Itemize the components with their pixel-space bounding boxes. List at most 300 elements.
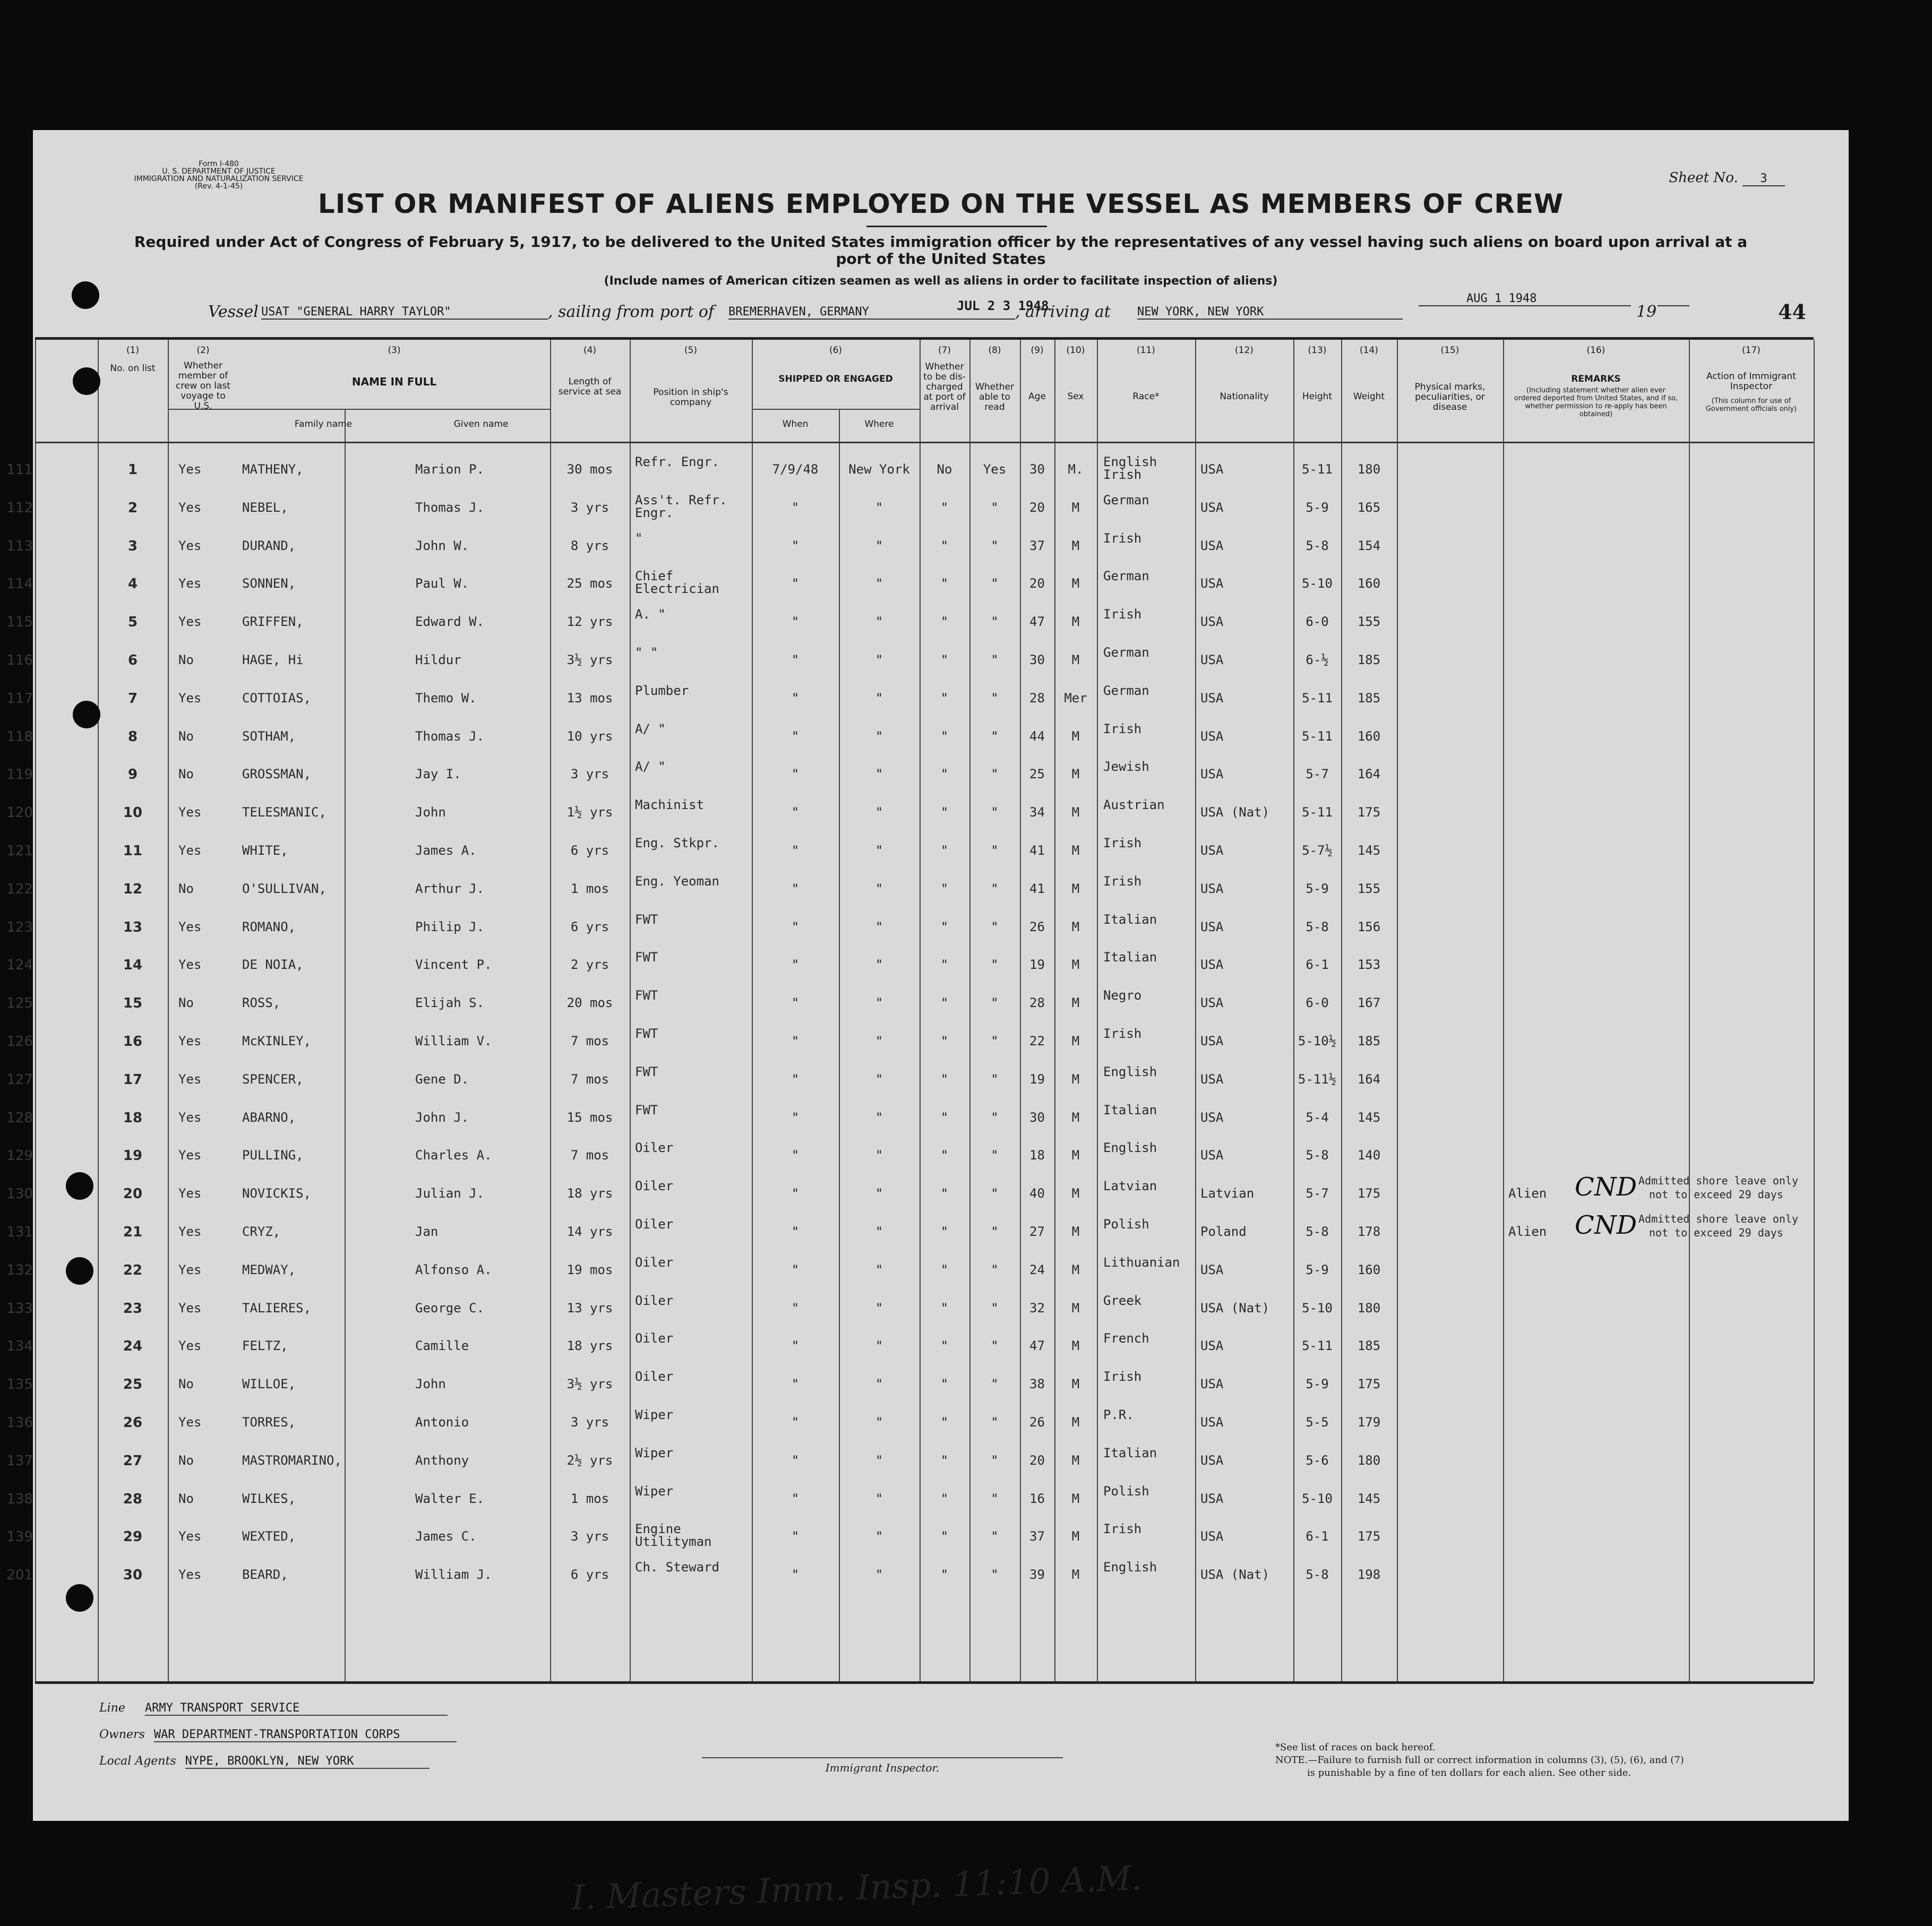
cell-read: Yes xyxy=(983,462,1007,477)
cell-given-name: Alfonso A. xyxy=(415,1262,492,1277)
cell-when: " xyxy=(791,1452,800,1468)
cell-race: Polish xyxy=(1103,1483,1149,1499)
cell-given-name: Gene D. xyxy=(415,1071,469,1087)
cell-race: Italian xyxy=(1103,1445,1157,1460)
cell-weight: 180 xyxy=(1357,462,1381,477)
cell-when: " xyxy=(791,1567,800,1583)
vessel-line xyxy=(208,292,1785,324)
cell-race: Italian xyxy=(1103,1102,1157,1117)
cell-read: " xyxy=(991,652,999,667)
cell-weight: 140 xyxy=(1357,1148,1381,1163)
cell-crew: No xyxy=(178,1377,194,1392)
cell-family-name: COTTOIAS, xyxy=(242,690,312,706)
cell-nationality: USA xyxy=(1200,728,1224,744)
cell-nationality: USA xyxy=(1200,1071,1224,1087)
cell-where: " xyxy=(875,767,883,782)
cell-when: " xyxy=(791,919,800,934)
cell-family-name: McKINLEY, xyxy=(242,1034,312,1048)
cell-family-name: WILKES, xyxy=(242,1491,296,1506)
cell-sex: M xyxy=(1071,1567,1080,1583)
cell-read: " xyxy=(991,1186,999,1201)
manifest-line-number: 137 xyxy=(6,1452,33,1469)
cell-age: 41 xyxy=(1029,843,1045,858)
cell-height: 5-4 xyxy=(1306,1110,1329,1125)
manifest-line-number: 117 xyxy=(6,690,33,707)
cell-discharged: " xyxy=(940,995,949,1011)
cell-crew: No xyxy=(178,728,194,744)
shore-leave-stamp: Admitted shore leave only xyxy=(1638,1174,1799,1188)
cell-discharged: " xyxy=(940,1377,949,1392)
cell-position: FWT xyxy=(635,1026,658,1041)
cell-sex: M xyxy=(1071,767,1080,782)
cell-discharged: " xyxy=(940,1186,949,1201)
cell-position: Ch. Steward xyxy=(635,1560,719,1575)
col-number: (5) xyxy=(684,345,698,356)
col-number: (2) xyxy=(196,345,210,356)
form-identifier xyxy=(102,160,336,190)
cell-read: " xyxy=(991,500,999,515)
cell-service: 6 yrs xyxy=(570,919,609,934)
table-row xyxy=(6,755,1814,792)
row-number: 10 xyxy=(123,805,143,821)
inspector-label: Immigrant Inspector. xyxy=(702,1757,1063,1774)
cell-crew: Yes xyxy=(178,805,202,820)
cell-where: " xyxy=(875,652,883,667)
cell-age: 34 xyxy=(1029,805,1045,820)
cell-race: Austrian xyxy=(1103,797,1165,813)
row-number: 1 xyxy=(127,462,138,478)
cell-when: " xyxy=(791,728,800,744)
cell-where: " xyxy=(875,1415,883,1430)
cell-given-name: Antonio xyxy=(415,1415,469,1430)
cell-when: " xyxy=(791,614,800,630)
table-row xyxy=(6,1555,1814,1593)
col-number: (7) xyxy=(938,345,951,356)
cell-position: A/ " xyxy=(635,721,666,736)
cell-nationality: USA xyxy=(1200,1110,1224,1125)
cell-crew: Yes xyxy=(178,538,202,553)
cell-sex: M xyxy=(1071,652,1080,667)
col-header-physical: Physical marks, peculiarities, or disease xyxy=(1414,382,1486,412)
row-number: 15 xyxy=(123,995,143,1012)
cell-position: Eng. Yeoman xyxy=(635,873,719,889)
cell-sex: M xyxy=(1071,1034,1080,1048)
punch-hole xyxy=(66,1584,93,1612)
table-row xyxy=(6,831,1814,869)
cell-where: " xyxy=(875,728,883,744)
cell-height: 5-6 xyxy=(1306,1452,1329,1468)
table-row xyxy=(6,1210,1814,1250)
cell-age: 30 xyxy=(1029,462,1045,477)
row-number: 30 xyxy=(123,1567,143,1584)
manifest-line-number: 120 xyxy=(6,805,33,821)
cell-sex: M xyxy=(1071,500,1080,515)
cell-service: 30 mos xyxy=(566,462,613,477)
cell-sex: M xyxy=(1071,1377,1080,1392)
cell-sex: M xyxy=(1071,538,1080,553)
row-number: 17 xyxy=(123,1071,143,1088)
cell-where: " xyxy=(875,1491,883,1506)
cell-nationality: USA xyxy=(1200,1034,1224,1048)
manifest-line-number: 128 xyxy=(6,1110,33,1126)
table-row xyxy=(6,679,1814,716)
cell-family-name: WILLOE, xyxy=(242,1377,296,1392)
cell-crew: Yes xyxy=(178,1529,202,1544)
cell-given-name: Camille xyxy=(415,1338,469,1354)
cell-age: 30 xyxy=(1029,1110,1045,1125)
page-subtitle: Required under Act of Congress of February 5, 1917, to be delivered to the United States immigration officer by the representatives of any vessel having such aliens on board upon arrival at a port of the United States xyxy=(134,233,1748,268)
note-penalty: NOTE.—Failure to furnish full or correct information in columns (3), (5), (6), and (7) xyxy=(1275,1755,1684,1766)
cell-race: English xyxy=(1103,1560,1157,1575)
cell-family-name: ROSS, xyxy=(242,995,281,1011)
note-penalty-cont: is punishable by a fine of ten dollars for each alien. See other side. xyxy=(1307,1767,1632,1778)
row-number: 4 xyxy=(127,576,138,592)
cell-position: FWT xyxy=(635,1064,658,1079)
cell-where: " xyxy=(875,995,883,1011)
cell-given-name: John xyxy=(415,805,446,820)
cell-service: 1 mos xyxy=(570,881,609,896)
cell-nationality: USA xyxy=(1200,1452,1224,1468)
col-header-shipped: SHIPPED OR ENGAGED xyxy=(778,374,893,384)
row-number: 28 xyxy=(123,1491,143,1507)
line-value: ARMY TRANSPORT SERVICE xyxy=(145,1701,448,1716)
cell-race: English Irish xyxy=(1103,454,1157,482)
cell-family-name: TORRES, xyxy=(242,1415,296,1430)
cell-position: " " xyxy=(635,645,658,660)
cell-service: 20 mos xyxy=(566,995,613,1011)
cell-when: " xyxy=(791,1110,800,1125)
cell-family-name: TALIERES, xyxy=(242,1300,312,1315)
row-number: 29 xyxy=(123,1529,143,1545)
cell-family-name: DURAND, xyxy=(242,538,296,553)
cell-read: " xyxy=(991,1338,999,1354)
cell-position: Ass't. Refr. Engr. xyxy=(635,492,727,520)
cell-service: 10 yrs xyxy=(566,728,613,744)
manifest-line-number: 138 xyxy=(6,1491,33,1507)
cell-given-name: William J. xyxy=(415,1567,492,1583)
cell-height: 6-0 xyxy=(1306,614,1329,630)
punch-hole xyxy=(72,281,99,309)
cell-height: 5-7½ xyxy=(1302,843,1333,858)
cell-family-name: SONNEN, xyxy=(242,576,296,591)
col-header-sex: Sex xyxy=(1067,391,1084,402)
cell-when: " xyxy=(791,500,800,515)
cell-weight: 175 xyxy=(1357,1377,1381,1392)
cell-when: " xyxy=(791,1377,800,1392)
col-number: (15) xyxy=(1440,345,1459,356)
cell-discharged: " xyxy=(940,1338,949,1354)
cell-weight: 160 xyxy=(1357,1262,1381,1277)
cell-read: " xyxy=(991,805,999,820)
table-row xyxy=(6,870,1814,907)
cell-position: Engine Utilityman xyxy=(635,1521,712,1550)
cell-service: 7 mos xyxy=(570,1071,609,1087)
col-header-nationality: Nationality xyxy=(1220,391,1269,402)
cell-where: " xyxy=(875,1338,883,1354)
cell-where: " xyxy=(875,1071,883,1087)
cell-age: 47 xyxy=(1029,1338,1045,1354)
cell-family-name: NOVICKIS, xyxy=(242,1186,312,1201)
col-number: (16) xyxy=(1586,345,1605,356)
cell-weight: 154 xyxy=(1357,538,1381,553)
cell-sex: M. xyxy=(1068,462,1084,477)
cell-nationality: USA xyxy=(1200,1529,1224,1544)
table-row xyxy=(6,1480,1814,1517)
cell-discharged: " xyxy=(940,1415,949,1430)
cell-weight: 145 xyxy=(1357,843,1381,858)
cell-age: 39 xyxy=(1029,1567,1045,1583)
manifest-line-number: 112 xyxy=(6,500,33,516)
cell-family-name: MASTROMARINO, xyxy=(242,1452,342,1468)
manifest-line-number: 136 xyxy=(6,1415,33,1431)
inspector-signature: I. Masters Imm. Insp. 11:10 A.M. xyxy=(571,1859,1143,1918)
cell-position: Oiler xyxy=(635,1140,674,1156)
cell-when: " xyxy=(791,1529,800,1544)
table-row xyxy=(6,1060,1814,1097)
col-header-age: Age xyxy=(1028,391,1046,402)
col-header-crew: Whether member of crew on last voyage to U.S. xyxy=(176,360,230,411)
agents-label: Local Agents xyxy=(99,1755,176,1768)
cell-nationality: USA (Nat) xyxy=(1200,805,1270,820)
cell-discharged: " xyxy=(940,538,949,553)
cell-sex: M xyxy=(1071,728,1080,744)
table-row xyxy=(6,984,1814,1021)
cell-where: " xyxy=(875,500,883,515)
cell-crew: Yes xyxy=(178,919,202,934)
cell-when: " xyxy=(791,1224,800,1239)
cell-when: " xyxy=(791,1415,800,1430)
cell-given-name: Jay I. xyxy=(415,767,461,782)
cell-race: Irish xyxy=(1103,1521,1142,1537)
cell-discharged: " xyxy=(940,919,949,934)
cell-service: 18 yrs xyxy=(566,1338,613,1354)
table-row xyxy=(6,641,1814,678)
cell-age: 20 xyxy=(1029,576,1045,591)
cell-crew: Yes xyxy=(178,462,202,477)
cell-when: " xyxy=(791,1034,800,1048)
col-number: (13) xyxy=(1308,345,1327,356)
cell-discharged: " xyxy=(940,1071,949,1087)
cell-race: Irish xyxy=(1103,607,1142,622)
col-header-action-note: (This column for use of Government officials only) xyxy=(1705,397,1797,413)
manifest-line-number: 111 xyxy=(6,462,33,478)
cell-weight: 167 xyxy=(1357,995,1381,1011)
table-row xyxy=(6,793,1814,830)
cell-read: " xyxy=(991,1452,999,1468)
cell-crew: Yes xyxy=(178,1338,202,1354)
cell-service: 6 yrs xyxy=(570,843,609,858)
manifest-line-number: 133 xyxy=(6,1300,33,1317)
cell-service: 3½ yrs xyxy=(566,1377,613,1392)
cell-race: German xyxy=(1103,683,1149,698)
cell-race: Negro xyxy=(1103,988,1142,1003)
col-number: (9) xyxy=(1031,345,1044,356)
cell-position: A/ " xyxy=(635,759,666,775)
cell-read: " xyxy=(991,728,999,744)
cell-given-name: Arthur J. xyxy=(415,881,485,896)
manifest-line-number: 115 xyxy=(6,614,33,631)
col-header-action: Action of Immigrant Inspector xyxy=(1706,371,1796,392)
cell-given-name: John J. xyxy=(415,1110,469,1125)
cell-given-name: Thomas J. xyxy=(415,728,485,744)
cnd-handwritten: CND xyxy=(1575,1172,1637,1202)
cell-nationality: USA xyxy=(1200,1415,1224,1430)
cell-family-name: MATHENY, xyxy=(242,462,304,477)
cell-family-name: NEBEL, xyxy=(242,500,288,515)
owners-value: WAR DEPARTMENT-TRANSPORTATION CORPS xyxy=(154,1728,457,1742)
footer-line xyxy=(99,1701,448,1716)
cell-service: 13 yrs xyxy=(566,1300,613,1315)
cell-position: Oiler xyxy=(635,1369,674,1385)
cell-race: French xyxy=(1103,1331,1149,1346)
manifest-line-number: 127 xyxy=(6,1071,33,1088)
cell-sex: M xyxy=(1071,1338,1080,1354)
line-label: Line xyxy=(99,1701,125,1715)
cell-race: Irish xyxy=(1103,530,1142,546)
cell-nationality: USA xyxy=(1200,1491,1224,1506)
cell-sex: M xyxy=(1071,1071,1080,1087)
cell-discharged: " xyxy=(940,1567,949,1583)
cell-age: 20 xyxy=(1029,1452,1045,1468)
table-row xyxy=(6,564,1814,601)
cell-race: Italian xyxy=(1103,912,1157,927)
punch-hole xyxy=(66,1172,93,1200)
cell-height: 5-8 xyxy=(1306,1148,1329,1163)
cell-crew: No xyxy=(178,881,194,896)
cell-weight: 198 xyxy=(1357,1567,1381,1583)
col-header-discharged: Whether to be dis-charged at port of arrival xyxy=(923,362,966,412)
manifest-line-number: 121 xyxy=(6,843,33,859)
cell-position: Oiler xyxy=(635,1217,674,1232)
cell-when: " xyxy=(791,843,800,858)
cell-race: Irish xyxy=(1103,836,1142,850)
cell-service: 6 yrs xyxy=(570,1567,609,1583)
cell-height: 5-10½ xyxy=(1298,1034,1337,1048)
cell-position: Oiler xyxy=(635,1179,674,1194)
cell-given-name: James A. xyxy=(415,843,477,858)
cell-position: Eng. Stkpr. xyxy=(635,836,719,850)
cell-read: " xyxy=(991,995,999,1011)
cell-family-name: PULLING, xyxy=(242,1148,304,1163)
col-header-service: Length of service at sea xyxy=(558,376,622,397)
cell-read: " xyxy=(991,1034,999,1048)
row-number: 5 xyxy=(127,614,138,631)
form-line: U. S. DEPARTMENT OF JUSTICE xyxy=(162,167,276,176)
cell-family-name: MEDWAY, xyxy=(242,1262,296,1277)
cell-nationality: USA (Nat) xyxy=(1200,1300,1270,1315)
cell-height: 6-0 xyxy=(1306,995,1329,1011)
cell-height: 5-11 xyxy=(1302,1338,1333,1354)
row-number: 2 xyxy=(127,500,138,516)
table-row xyxy=(6,603,1814,640)
table-row xyxy=(6,1022,1814,1059)
cell-family-name: WEXTED, xyxy=(242,1529,296,1544)
cell-position: Oiler xyxy=(635,1331,674,1346)
cell-when: " xyxy=(791,1491,800,1506)
cell-discharged: " xyxy=(940,728,949,744)
cell-height: 5-5 xyxy=(1306,1415,1329,1430)
cell-read: " xyxy=(991,1567,999,1583)
col-header-where: Where xyxy=(864,419,894,429)
col-number: (4) xyxy=(583,345,597,356)
owners-label: Owners xyxy=(99,1728,145,1741)
cell-nationality: USA xyxy=(1200,614,1224,630)
cell-service: 14 yrs xyxy=(566,1224,613,1239)
cell-height: 5-9 xyxy=(1306,1377,1329,1392)
cell-nationality: USA xyxy=(1200,957,1224,973)
manifest-line-number: 201 xyxy=(6,1567,33,1584)
cell-weight: 185 xyxy=(1357,1338,1381,1354)
table-row xyxy=(6,1517,1814,1554)
cell-race: Irish xyxy=(1103,721,1142,736)
cell-crew: Yes xyxy=(178,1262,202,1277)
cell-age: 28 xyxy=(1029,690,1045,706)
cell-position: Oiler xyxy=(635,1254,674,1270)
cell-weight: 165 xyxy=(1357,500,1381,515)
col-header-family: Family name xyxy=(294,419,353,429)
cell-family-name: O'SULLIVAN, xyxy=(242,881,327,896)
cell-when: " xyxy=(791,1186,800,1201)
cell-given-name: William V. xyxy=(415,1034,492,1048)
cell-weight: 153 xyxy=(1357,957,1381,973)
cell-family-name: ROMANO, xyxy=(242,919,296,934)
col-header-name: NAME IN FULL xyxy=(351,375,437,388)
col-header-race: Race* xyxy=(1132,391,1160,402)
cell-nationality: USA xyxy=(1200,1338,1224,1354)
cell-where: " xyxy=(875,1567,883,1583)
cell-age: 37 xyxy=(1029,538,1045,553)
cell-sex: M xyxy=(1071,805,1080,820)
cell-crew: No xyxy=(178,1491,194,1506)
cell-position: A. " xyxy=(635,607,666,622)
col-header-height: Height xyxy=(1302,391,1333,402)
cell-read: " xyxy=(991,919,999,934)
cell-discharged: " xyxy=(940,957,949,973)
cell-age: 30 xyxy=(1029,652,1045,667)
cell-where: " xyxy=(875,1452,883,1468)
form-line: Form I-480 xyxy=(199,160,239,168)
row-number: 26 xyxy=(123,1415,143,1431)
manifest-line-number: 123 xyxy=(6,919,33,935)
cell-position: Oiler xyxy=(635,1293,674,1308)
cell-age: 20 xyxy=(1029,500,1045,515)
cell-sex: M xyxy=(1071,576,1080,591)
cell-read: " xyxy=(991,1491,999,1506)
table-row xyxy=(6,488,1814,526)
cell-where: " xyxy=(875,614,883,630)
cell-where: " xyxy=(875,881,883,896)
cell-race: Irish xyxy=(1103,1369,1142,1385)
cell-weight: 175 xyxy=(1357,1529,1381,1544)
cell-crew: Yes xyxy=(178,1224,202,1239)
cell-race: English xyxy=(1103,1064,1157,1079)
cell-given-name: John W. xyxy=(415,538,469,553)
cell-service: 1½ yrs xyxy=(566,805,613,820)
cell-crew: Yes xyxy=(178,1186,202,1201)
cell-read: " xyxy=(991,614,999,630)
arrival-date-line xyxy=(1419,305,1631,306)
cell-where: " xyxy=(875,1110,883,1125)
cell-given-name: John xyxy=(415,1377,446,1392)
cell-given-name: Elijah S. xyxy=(415,995,485,1011)
cell-crew: Yes xyxy=(178,500,202,515)
cell-sex: M xyxy=(1071,1186,1080,1201)
cell-position: FWT xyxy=(635,988,658,1003)
manifest-line-number: 139 xyxy=(6,1529,33,1545)
cell-service: 7 mos xyxy=(570,1034,609,1048)
row-number: 12 xyxy=(123,881,143,897)
manifest-line-number: 129 xyxy=(6,1148,33,1164)
